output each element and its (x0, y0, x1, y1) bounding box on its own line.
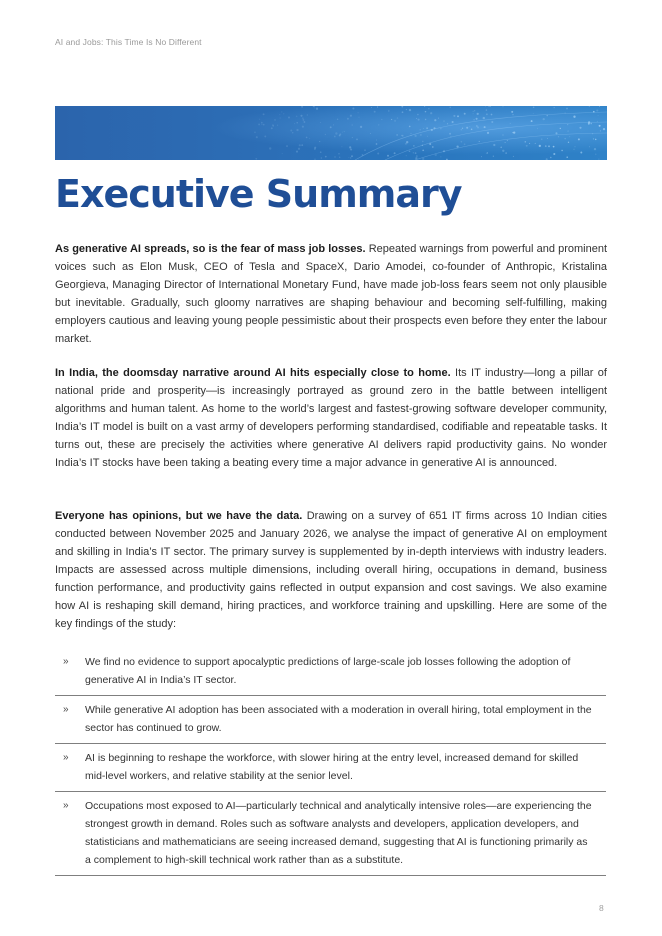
banner-dot (476, 118, 478, 120)
banner-dot (449, 133, 451, 135)
banner-dot (286, 145, 288, 147)
banner-dot (300, 115, 302, 117)
banner-dot (388, 110, 390, 112)
banner-dot (434, 119, 436, 121)
banner-dot (352, 107, 354, 109)
banner-dot (526, 145, 528, 147)
banner-dot (486, 153, 487, 154)
banner-dot (296, 116, 297, 117)
banner-dot (281, 111, 282, 112)
banner-dot (350, 148, 352, 150)
banner-dot (263, 113, 265, 115)
banner-dot (352, 124, 353, 125)
banner-dot (352, 137, 353, 138)
banner-dot (425, 111, 427, 113)
banner-dot (541, 138, 543, 140)
banner-dot (422, 149, 424, 151)
banner-dot (422, 141, 424, 143)
banner-dot (364, 149, 366, 151)
banner-dot (335, 132, 337, 134)
key-findings-list (55, 649, 606, 876)
banner-dot (261, 124, 262, 125)
paragraph-body: Its IT industry—long a pillar of national pride and prosperity—is increasingly portrayed as ground zero in the battle between intelligent algorithms and human talent. As home to the world’s largest and fastest-growing software developer community, India’s IT model is built on a vast army of developers performing standardised, codifiable and repeatable tasks. It turns out, these are precisely the activities where generative AI delivers rapid productivity gains. No wonder India’s IT stocks have been taking a beating every time a major advance in generative AI is announced. (55, 367, 607, 469)
banner-dot (325, 156, 327, 158)
banner-dot (555, 132, 557, 134)
banner-dot (402, 111, 404, 113)
banner-dot (464, 113, 466, 115)
banner-dot (477, 126, 479, 128)
banner-dot (314, 108, 315, 109)
banner-dot (450, 107, 451, 108)
banner-dot (535, 143, 536, 144)
banner-dot (529, 143, 530, 144)
list-item (55, 696, 606, 744)
banner-dot (511, 111, 513, 113)
banner-dot (568, 142, 569, 143)
banner-dot (282, 153, 283, 154)
paragraph-survey-data (55, 507, 607, 633)
banner-dot (593, 138, 594, 139)
banner-dot (447, 123, 448, 124)
finding-text: While generative AI adoption has been associated with a moderation in overall hiring, total employment in the sector has continued to grow. (85, 704, 592, 734)
banner-dot (567, 124, 568, 125)
banner-dot (440, 128, 441, 129)
banner-dot (406, 155, 407, 156)
banner-dot (397, 117, 398, 118)
banner-dot (263, 124, 265, 126)
banner-dot (321, 157, 322, 158)
banner-dot (359, 117, 360, 118)
banner-dot (330, 126, 332, 128)
banner-dot (491, 114, 493, 116)
banner-dot (589, 146, 590, 147)
banner-dot (574, 149, 575, 150)
banner-dot (474, 110, 475, 111)
banner-dot (513, 156, 514, 157)
banner-dot (301, 144, 303, 146)
banner-dot (406, 109, 407, 110)
banner-dot (409, 126, 411, 128)
banner-dot (350, 115, 352, 117)
banner-dot (299, 144, 301, 146)
list-item (55, 744, 606, 792)
banner-dot (505, 152, 506, 153)
banner-dot (339, 134, 341, 136)
banner-dot (394, 120, 396, 122)
banner-dot (314, 147, 316, 149)
banner-dot (565, 138, 566, 139)
banner-dot (464, 143, 466, 145)
banner-dot (533, 107, 535, 109)
banner-dot (426, 127, 428, 129)
banner-dot (316, 108, 318, 110)
banner-dot (320, 122, 321, 123)
banner-dot (471, 129, 473, 131)
banner-dot (493, 144, 495, 146)
banner-dot (473, 111, 474, 112)
banner-dot (387, 155, 389, 157)
page-number: 8 (599, 903, 604, 913)
banner-dot (486, 109, 488, 111)
banner-dot (560, 128, 561, 129)
banner-dot (597, 121, 598, 122)
banner-dot (566, 108, 568, 110)
banner-dot (415, 152, 417, 154)
banner-dot (569, 136, 570, 137)
banner-dot (461, 129, 462, 130)
banner-dot (348, 157, 349, 158)
banner-dot (452, 121, 454, 123)
banner-dot (259, 119, 260, 120)
banner-dot (294, 123, 295, 124)
banner-dot (432, 146, 434, 148)
banner-dot (427, 136, 428, 137)
banner-dot (254, 132, 256, 134)
banner-dot (553, 146, 555, 148)
banner-dot (374, 111, 376, 113)
banner-dot (550, 157, 551, 158)
banner-dot (505, 142, 506, 143)
paragraph-body: Drawing on a survey of 651 IT firms across 10 Indian cities conducted between November 2025 and January 2026, we analyse the impact of generative AI on employment and skilling in India’s IT sector. The primary survey is supplemented by in-depth interviews with industry leaders. Impacts are assessed across multiple dimensions, including overall hiring, occupations in demand, business function performance, and productivity gains reflected in output expansion and cost savings. We also examine how AI is reshaping skill demand, hiring practices, and workforce training and upskilling. Here are some of the key findings of the study: (55, 510, 608, 630)
bullet-marker: » (63, 704, 69, 715)
finding-text: AI is beginning to reshape the workforce, with slower hiring at the entry level, increased demand for skilled mid-level workers, and relative stability at the senior level. (85, 752, 579, 782)
banner-dot (422, 158, 424, 160)
banner-dot (255, 158, 257, 160)
banner-dot (598, 115, 599, 116)
banner-dot (462, 128, 463, 129)
banner-dot (423, 128, 424, 129)
banner-dot (342, 132, 343, 133)
banner-dot (256, 136, 258, 138)
banner-dot (360, 126, 362, 128)
banner-dot (512, 114, 513, 115)
banner-dot (600, 130, 601, 131)
banner-dot (543, 118, 545, 120)
banner-dot (338, 153, 340, 155)
banner-dot (547, 115, 548, 116)
banner-dot (414, 135, 416, 137)
banner-dot (292, 132, 293, 133)
banner-dot (269, 147, 271, 149)
paragraph-job-loss-fears (55, 240, 607, 348)
banner-dot (477, 113, 479, 115)
paragraph-body: Repeated warnings from powerful and prominent voices such as Elon Musk, CEO of Tesla and SpaceX, Dario Amodei, co-founder of Anthropic, Kristalina Georgieva, Managing Director of International Monetary Fund, have made job-loss fears seem not only plausible but inevitable. Gradually, such gloomy narratives are shaping behaviour and becoming self-fulfilling, making employers cautious and leaving young people pessimistic about their prospects even before they enter the labour market. (55, 243, 608, 345)
banner-dot (416, 155, 418, 157)
banner-dot (264, 135, 266, 137)
finding-text: We find no evidence to support apocalyptic predictions of large-scale job losses following the adoption of generative AI in India’s IT sector. (85, 656, 571, 686)
banner-dot (377, 153, 379, 155)
banner-dot (574, 146, 575, 147)
list-item (55, 649, 606, 696)
banner-dot (378, 124, 379, 125)
banner-dot (578, 138, 580, 140)
banner-dot (306, 137, 308, 139)
banner-dot (456, 145, 458, 147)
banner-dot (599, 125, 601, 127)
header-banner-image (55, 106, 607, 160)
banner-dot (320, 151, 322, 153)
banner-dot (554, 107, 555, 108)
banner-dot (595, 139, 597, 141)
banner-dot (547, 138, 548, 139)
banner-dot (513, 131, 515, 133)
banner-dot (288, 116, 290, 118)
banner-dot (443, 120, 444, 121)
banner-dot (302, 117, 304, 119)
banner-dot (325, 134, 326, 135)
banner-dot (376, 143, 378, 145)
banner-dot (428, 108, 429, 109)
banner-dot (277, 125, 278, 126)
banner-dot (487, 152, 488, 153)
banner-dot (381, 119, 382, 120)
banner-dot (558, 136, 559, 137)
banner-dot (261, 122, 263, 124)
banner-dot (296, 122, 297, 123)
banner-dot (339, 157, 340, 158)
page-title: Executive Summary (55, 172, 462, 216)
banner-dot (531, 120, 533, 122)
banner-dot (409, 109, 411, 111)
banner-dot (319, 141, 320, 142)
banner-dot (473, 113, 474, 114)
bullet-marker: » (63, 656, 69, 667)
banner-dot (476, 125, 477, 126)
banner-dot (567, 130, 568, 131)
banner-dot (588, 123, 590, 125)
banner-dot (596, 109, 598, 111)
banner-dot (461, 141, 463, 143)
banner-dot (405, 143, 407, 145)
banner-dot (334, 136, 336, 138)
banner-dot (580, 152, 582, 154)
banner-dot (438, 118, 439, 119)
banner-dot (566, 156, 567, 157)
paragraph-india-narrative (55, 364, 607, 472)
banner-dot (394, 152, 396, 154)
banner-dot (469, 126, 470, 127)
banner-dot (296, 129, 298, 131)
banner-dot (491, 121, 493, 123)
banner-dot (303, 121, 305, 123)
running-header: AI and Jobs: This Time Is No Different (55, 37, 202, 47)
banner-dot (344, 131, 345, 132)
banner-dot (590, 123, 592, 125)
banner-dot (487, 132, 489, 134)
banner-dot (298, 148, 300, 150)
banner-dot (539, 145, 541, 147)
banner-dot (457, 115, 459, 117)
banner-dot (484, 126, 486, 128)
banner-dot (598, 158, 599, 159)
banner-dot (453, 115, 455, 117)
banner-dot (274, 119, 276, 121)
banner-dot (510, 123, 511, 124)
banner-dot (502, 150, 504, 152)
banner-dot (413, 152, 415, 154)
banner-dot (430, 112, 432, 114)
banner-dot (349, 146, 351, 148)
banner-dot (579, 127, 581, 129)
banner-dot (503, 106, 504, 107)
paragraph-lead: Everyone has opinions, but we have the data. (55, 510, 303, 522)
banner-dot (302, 126, 304, 128)
banner-dot (280, 117, 281, 118)
finding-text: Occupations most exposed to AI—particularly technical and analytically intensive roles—are experiencing the strongest growth in demand. Roles such as software analysts and developers, application developers, and statisticians and mathematicians are seeing increased demand, suggesting that AI is functioning primarily as a complement to high-skill technical work rather than as a substitute. (85, 800, 592, 866)
banner-dot (473, 119, 475, 121)
banner-dot (371, 107, 372, 108)
bullet-marker: » (63, 752, 69, 763)
banner-dot (347, 118, 349, 120)
banner-dot (356, 139, 358, 141)
banner-dot (525, 141, 527, 143)
banner-dot (271, 127, 273, 129)
banner-dot (302, 119, 304, 121)
banner-dot (376, 140, 377, 141)
banner-dot (486, 113, 488, 115)
banner-dot (333, 124, 334, 125)
banner-dot (545, 145, 547, 147)
banner-dot (296, 151, 298, 153)
banner-dot (485, 106, 486, 107)
banner-dot (351, 155, 353, 157)
banner-dot (377, 106, 378, 107)
banner-dot (417, 114, 419, 116)
banner-dot (370, 133, 371, 134)
list-item (55, 792, 606, 876)
bullet-marker: » (63, 800, 69, 811)
banner-dot (481, 156, 482, 157)
banner-dot-pattern (55, 106, 607, 160)
banner-dot (401, 135, 402, 136)
banner-dot (420, 134, 422, 136)
banner-dot (594, 148, 596, 150)
banner-dot (272, 124, 273, 125)
banner-dot (341, 146, 342, 147)
banner-dot (483, 117, 485, 119)
banner-dot (595, 154, 596, 155)
banner-dot (548, 145, 550, 147)
banner-dot (283, 113, 284, 114)
banner-dot (411, 133, 412, 134)
banner-dot (420, 129, 421, 130)
banner-dot (553, 153, 555, 155)
banner-dot (503, 135, 504, 136)
banner-dot (279, 114, 280, 115)
banner-dot (466, 127, 468, 129)
banner-dot (416, 118, 417, 119)
banner-dot (424, 106, 425, 107)
banner-dot (603, 128, 605, 130)
banner-dot (507, 140, 508, 141)
banner-dot (258, 123, 260, 125)
banner-dot (314, 158, 316, 160)
banner-dot (334, 156, 335, 157)
banner-dot (440, 156, 441, 157)
banner-dot (573, 116, 575, 118)
banner-dot (350, 157, 352, 159)
banner-dot (493, 156, 494, 157)
banner-dot (425, 119, 426, 120)
banner-dot (561, 150, 562, 151)
paragraph-lead: In India, the doomsday narrative around AI hits especially close to home. (55, 367, 451, 379)
banner-dot (358, 112, 359, 113)
banner-dot (413, 145, 414, 146)
banner-dot (533, 113, 534, 114)
banner-dot (479, 141, 480, 142)
banner-dot (500, 147, 502, 149)
banner-dot (409, 151, 411, 153)
banner-dot (537, 128, 538, 129)
banner-dot (396, 134, 397, 135)
banner-dot (309, 138, 310, 139)
banner-dot (290, 129, 292, 131)
banner-dot (307, 114, 308, 115)
banner-dot (418, 119, 420, 121)
paragraph-lead: As generative AI spreads, so is the fear of mass job losses. (55, 243, 366, 255)
banner-dot (391, 119, 392, 120)
banner-dot (337, 119, 338, 120)
